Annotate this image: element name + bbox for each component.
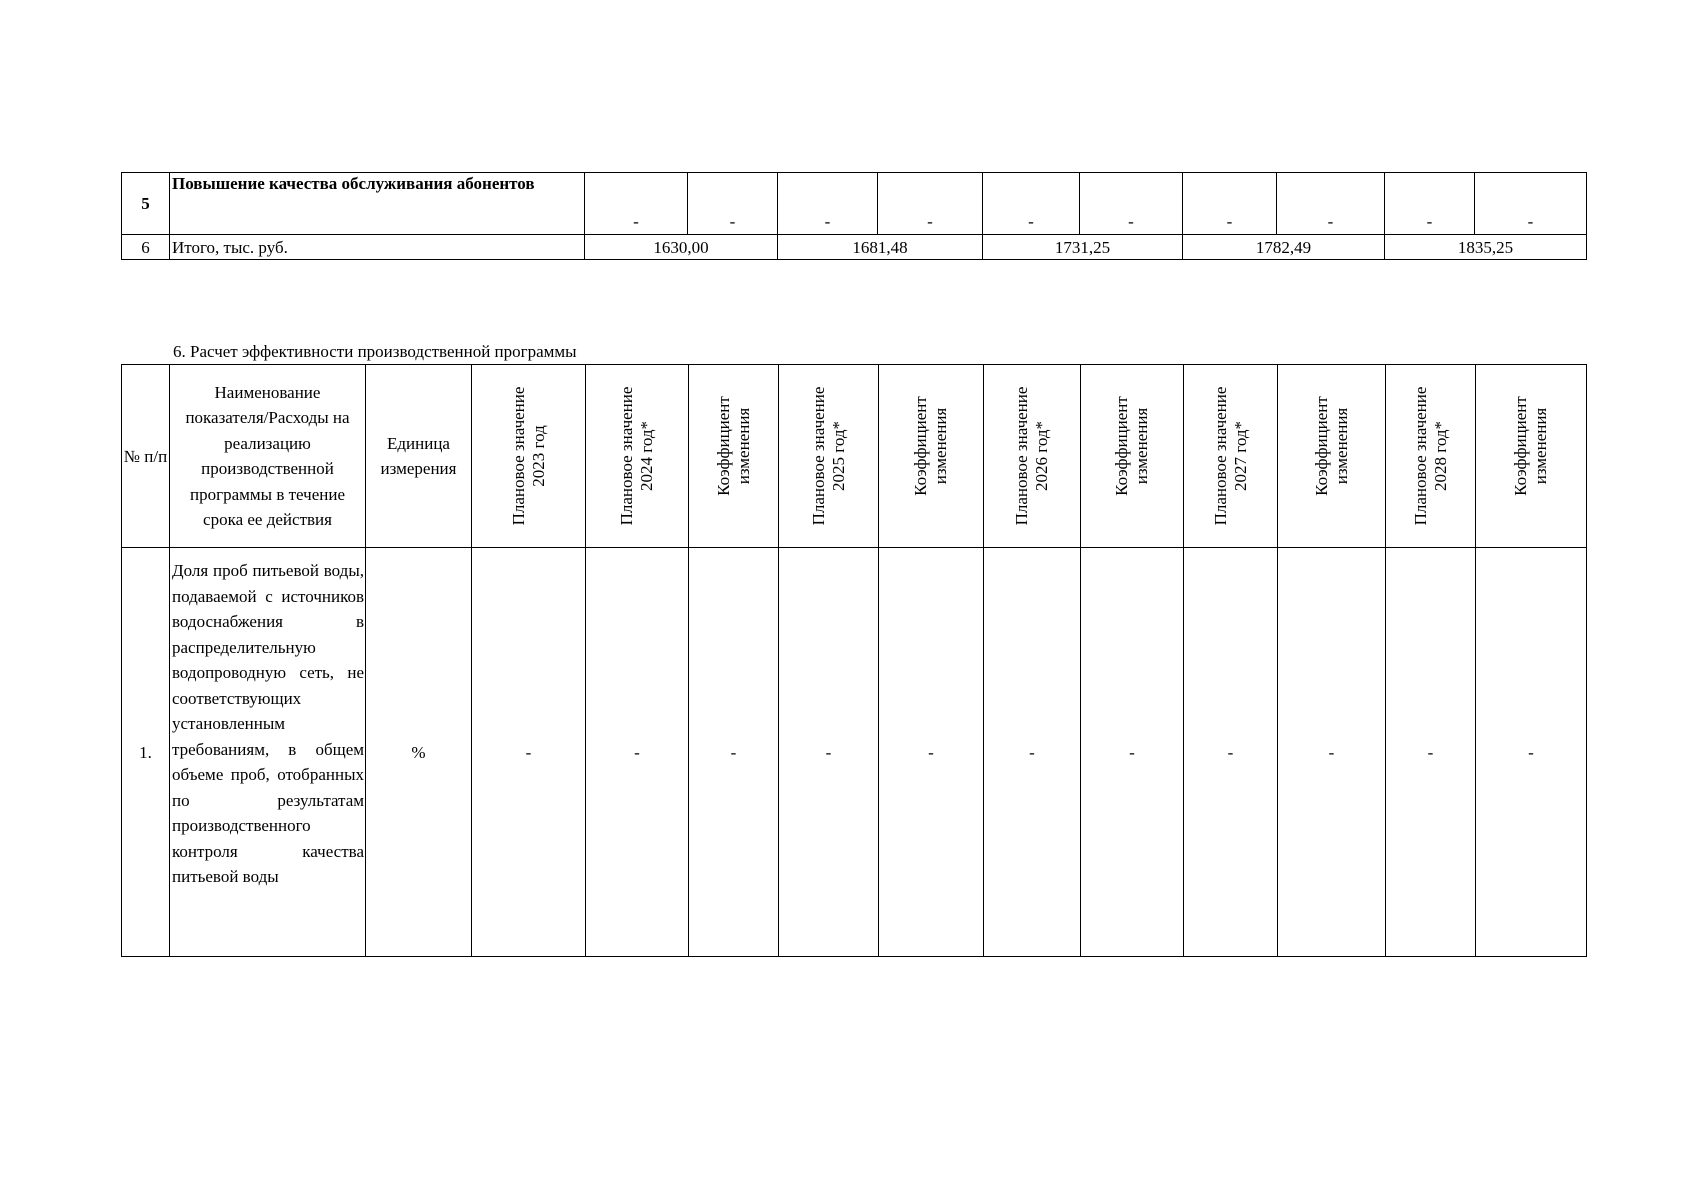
table-cell: -	[472, 548, 586, 957]
row-number: 5	[122, 173, 170, 235]
efficiency-table	[121, 364, 1587, 957]
row-name: Повышение качества обслуживания абонентов	[170, 173, 585, 235]
table-cell: -	[879, 548, 984, 957]
header-num: № п/п	[122, 365, 170, 548]
header-coef: Коэффициент изменения	[879, 365, 984, 548]
header-plan-2027: Плановое значение 2027 год*	[1184, 365, 1278, 548]
header-coef: Коэффициент изменения	[689, 365, 779, 548]
total-cell: 1731,25	[983, 235, 1183, 260]
total-cell: 1835,25	[1385, 235, 1587, 260]
table-cell: -	[585, 173, 688, 235]
header-unit: Единица измерения	[366, 365, 472, 548]
table-cell: -	[984, 548, 1081, 957]
table-cell: -	[779, 548, 879, 957]
header-name: Наименование показателя/Расходы на реализацию производственной программы в течение срока ее действия	[170, 365, 366, 548]
header-plan-2024: Плановое значение 2024 год*	[586, 365, 689, 548]
table-cell: -	[689, 548, 779, 957]
costs-table-continuation	[121, 172, 1587, 260]
row-number: 1.	[122, 548, 170, 957]
table-cell: -	[1475, 173, 1587, 235]
table-cell: -	[1081, 548, 1184, 957]
table-cell: -	[1385, 173, 1475, 235]
table-cell: -	[1183, 173, 1277, 235]
header-coef: Коэффициент изменения	[1278, 365, 1386, 548]
table-cell: -	[1080, 173, 1183, 235]
table-row	[122, 235, 1587, 260]
header-coef: Коэффициент изменения	[1476, 365, 1587, 548]
header-plan-2023: Плановое значение 2023 год	[472, 365, 586, 548]
table-cell: -	[1476, 548, 1587, 957]
row-name: Итого, тыс. руб.	[170, 235, 585, 260]
header-plan-2026: Плановое значение 2026 год*	[984, 365, 1081, 548]
row-name: Доля проб питьевой воды, подаваемой с источников водоснабжения в распределительную водопроводную сеть, не соответствующих установленным требованиям, в общем объеме проб, отобранных по результатам производственного контроля качества питьевой воды	[170, 548, 366, 957]
header-row	[122, 365, 1587, 548]
total-cell: 1630,00	[585, 235, 778, 260]
header-plan-2025: Плановое значение 2025 год*	[779, 365, 879, 548]
total-cell: 1681,48	[778, 235, 983, 260]
table-cell: -	[688, 173, 778, 235]
table-row	[122, 173, 1587, 235]
table-cell: -	[1278, 548, 1386, 957]
table-cell: -	[983, 173, 1080, 235]
table-cell: -	[1277, 173, 1385, 235]
header-plan-2028: Плановое значение 2028 год*	[1386, 365, 1476, 548]
table-cell: -	[1184, 548, 1278, 957]
table-cell: -	[1386, 548, 1476, 957]
row-unit: %	[366, 548, 472, 957]
table-cell: -	[778, 173, 878, 235]
total-cell: 1782,49	[1183, 235, 1385, 260]
row-number: 6	[122, 235, 170, 260]
table-row	[122, 548, 1587, 957]
section-title: 6. Расчет эффективности производственной программы	[173, 342, 577, 361]
table-cell: -	[586, 548, 689, 957]
table-cell: -	[878, 173, 983, 235]
header-coef: Коэффициент изменения	[1081, 365, 1184, 548]
